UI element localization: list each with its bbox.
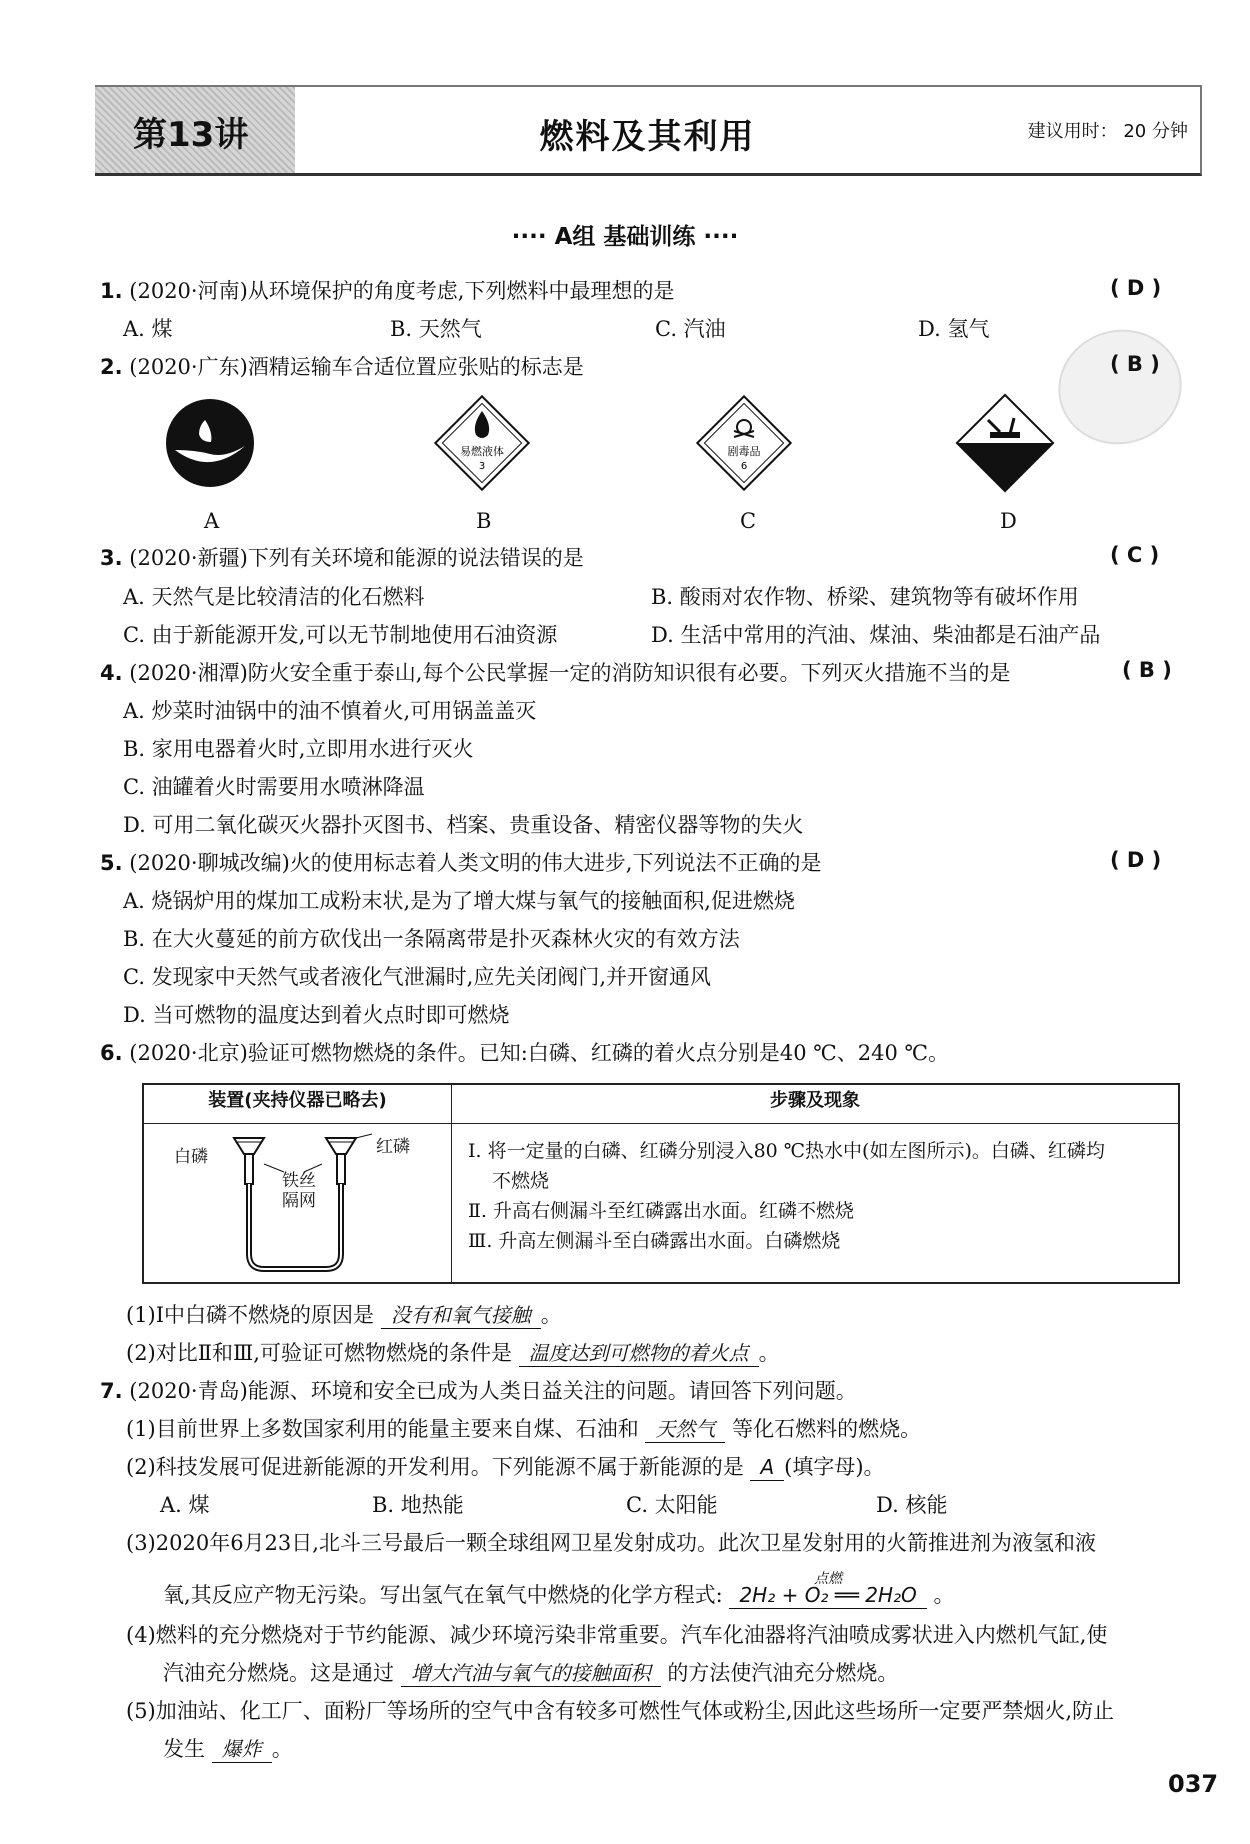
lecture-header bbox=[95, 85, 1202, 176]
q7-sub3-equation bbox=[729, 1571, 926, 1610]
q7-sub2-text: (2)科技发展可促进新能源的开发利用。下列能源不属于新能源的是 bbox=[126, 1455, 744, 1479]
q7-stem bbox=[100, 1376, 857, 1406]
q4-number: 4. bbox=[100, 661, 123, 685]
q4-option-d: D. 可用二氧化碳灭火器扑灭图书、档案、贵重设备、精密仪器等物的失火 bbox=[123, 813, 804, 837]
time-label: 建议用时： bbox=[1027, 121, 1118, 142]
q5-text: (2020·聊城改编)火的使用标志着人类文明的伟大进步,下列说法不正确的是 bbox=[129, 851, 822, 875]
q5-option-d: D. 当可燃物的温度达到着火点时即可燃烧 bbox=[123, 1003, 510, 1027]
q5-stem bbox=[100, 848, 821, 878]
q6-text: (2020·北京)验证可燃物燃烧的条件。已知:白磷、红磷的着火点分别是40 ℃、240 ℃。 bbox=[129, 1041, 949, 1065]
label-iron-wire: 铁丝 bbox=[282, 1171, 316, 1191]
q1-number: 1. bbox=[100, 279, 123, 303]
q7-sub5-text: 发生 bbox=[163, 1737, 205, 1761]
sign-label-c: C bbox=[740, 509, 757, 533]
experiment-table bbox=[142, 1083, 1180, 1284]
step-3: Ⅲ. 升高左侧漏斗至白磷露出水面。白磷燃烧 bbox=[468, 1230, 841, 1252]
q2-number: 2. bbox=[100, 355, 123, 379]
q4-answer: ( B ) bbox=[1122, 658, 1172, 682]
page-number: 037 bbox=[1168, 1770, 1219, 1798]
section-heading: ···· A组 基础训练 ···· bbox=[511, 224, 739, 250]
q1-option-a: A. 煤 bbox=[123, 317, 173, 341]
q6-sub1-end: 。 bbox=[540, 1303, 562, 1327]
q6-sub1-answer: 没有和氧气接触 bbox=[381, 1302, 541, 1329]
sign-label-b: B bbox=[476, 509, 492, 533]
step-1-cont: 不燃烧 bbox=[492, 1170, 550, 1192]
q3-stem bbox=[100, 543, 584, 573]
sign-b-label: 易燃液体 bbox=[460, 445, 504, 458]
q5-option-c: C. 发现家中天然气或者液化气泄漏时,应先关闭阀门,并开窗通风 bbox=[123, 965, 712, 989]
label-white-phosphorus: 白磷 bbox=[174, 1147, 208, 1167]
watermark-stamp-icon bbox=[1045, 316, 1194, 458]
sign-b-class: 3 bbox=[478, 461, 486, 472]
q1-answer: ( D ) bbox=[1110, 276, 1162, 300]
q7-sub4-answer: 增大汽油与氧气的接触面积 bbox=[401, 1660, 661, 1687]
sign-a-icon bbox=[165, 398, 255, 488]
q6-sub2-text: (2)对比Ⅱ和Ⅲ,可验证可燃物燃烧的条件是 bbox=[126, 1341, 512, 1365]
q4-option-a: A. 炒菜时油锅中的油不慎着火,可用锅盖盖灭 bbox=[123, 699, 537, 723]
q2-answer: ( B ) bbox=[1110, 352, 1160, 376]
q1-text: (2020·河南)从环境保护的角度考虑,下列燃料中最理想的是 bbox=[129, 279, 675, 303]
step-1: Ⅰ. 将一定量的白磷、红磷分别浸入80 ℃热水中(如左图所示)。白磷、红磷均 bbox=[468, 1140, 1105, 1162]
q4-text: (2020·湘潭)防火安全重于泰山,每个公民掌握一定的消防知识很有必要。下列灭火措施不当的是 bbox=[129, 661, 1011, 685]
q7-sub4-line1: (4)燃料的充分燃烧对于节约能源、减少环境污染非常重要。汽车化油器将汽油喷成雾状进入内燃机气缸,使 bbox=[126, 1623, 1108, 1647]
q7-text: (2020·青岛)能源、环境和安全已成为人类日益关注的问题。请回答下列问题。 bbox=[129, 1379, 857, 1403]
lecture-number: 第13讲 bbox=[133, 115, 249, 155]
q7-sub2-option-d: D. 核能 bbox=[876, 1493, 948, 1517]
q7-sub4-end: 的方法使汽油充分燃烧。 bbox=[667, 1661, 899, 1685]
q5-option-a: A. 烧锅炉用的煤加工成粉末状,是为了增大煤与氧气的接触面积,促进燃烧 bbox=[123, 889, 795, 913]
q5-answer: ( D ) bbox=[1110, 848, 1162, 872]
q6-stem bbox=[100, 1038, 949, 1068]
table-header-apparatus: 装置(夹持仪器已略去) bbox=[143, 1084, 452, 1124]
q7-sub4-text: 汽油充分燃烧。这是通过 bbox=[163, 1661, 394, 1685]
sign-b-icon bbox=[432, 393, 532, 493]
q7-number: 7. bbox=[100, 1379, 123, 1403]
q6-sub2 bbox=[126, 1338, 780, 1368]
q7-sub2 bbox=[126, 1452, 885, 1482]
q4-stem bbox=[100, 658, 1010, 688]
q7-sub2-option-c: C. 太阳能 bbox=[626, 1493, 718, 1517]
time-unit: 分钟 bbox=[1152, 121, 1188, 142]
q7-sub5-line2 bbox=[163, 1734, 293, 1764]
q7-sub2-end: (填字母)。 bbox=[784, 1455, 885, 1479]
label-red-phosphorus: 红磷 bbox=[376, 1137, 410, 1157]
time-value: 20 bbox=[1123, 121, 1147, 142]
suggested-time bbox=[1028, 117, 1188, 143]
q3-answer: ( C ) bbox=[1110, 543, 1160, 567]
q2-text: (2020·广东)酒精运输车合适位置应张贴的标志是 bbox=[129, 355, 584, 379]
sign-d-icon bbox=[952, 390, 1058, 496]
q1-option-d: D. 氢气 bbox=[918, 317, 990, 341]
q7-sub5-end: 。 bbox=[271, 1737, 293, 1761]
q1-option-b: B. 天然气 bbox=[390, 317, 482, 341]
q7-sub3-line1: (3)2020年6月23日,北斗三号最后一颗全球组网卫星发射成功。此次卫星发射用的火箭推进剂为液氢和液 bbox=[126, 1531, 1096, 1555]
q3-text: (2020·新疆)下列有关环境和能源的说法错误的是 bbox=[129, 546, 584, 570]
q1-stem bbox=[100, 276, 674, 306]
q3-option-d: D. 生活中常用的汽油、煤油、柴油都是石油产品 bbox=[651, 623, 1101, 647]
apparatus-cell bbox=[143, 1124, 452, 1284]
sign-label-a: A bbox=[204, 509, 220, 533]
q7-sub3-answer: 2H₂ + O₂ ══ 2H₂O bbox=[729, 1582, 926, 1609]
q3-number: 3. bbox=[100, 546, 123, 570]
sign-c-class: 6 bbox=[740, 461, 748, 472]
table-header-steps: 步骤及现象 bbox=[452, 1084, 1180, 1124]
q7-sub1-end: 等化石燃料的燃烧。 bbox=[732, 1417, 922, 1441]
q4-option-b: B. 家用电器着火时,立即用水进行灭火 bbox=[123, 737, 474, 761]
step-2: Ⅱ. 升高右侧漏斗至红磷露出水面。红磷不燃烧 bbox=[468, 1200, 854, 1222]
q7-sub3-end: 。 bbox=[933, 1583, 955, 1607]
q7-sub2-option-a: A. 煤 bbox=[160, 1493, 210, 1517]
sign-label-d: D bbox=[1000, 509, 1017, 533]
q2-stem bbox=[100, 352, 584, 382]
q1-option-c: C. 汽油 bbox=[655, 317, 726, 341]
q7-sub2-option-b: B. 地热能 bbox=[372, 1493, 464, 1517]
q7-sub5-answer: 爆炸 bbox=[212, 1736, 272, 1763]
q7-sub3-condition: 点燃 bbox=[814, 1571, 843, 1587]
q7-sub1-answer: 天然气 bbox=[645, 1416, 725, 1443]
sign-c-icon bbox=[694, 393, 794, 493]
q6-sub1-text: (1)Ⅰ中白磷不燃烧的原因是 bbox=[126, 1303, 375, 1327]
q5-number: 5. bbox=[100, 851, 123, 875]
page-title: 燃料及其利用 bbox=[539, 117, 756, 157]
sign-c-label: 剧毒品 bbox=[727, 445, 761, 458]
q7-sub2-answer: A bbox=[750, 1454, 784, 1481]
q6-sub1 bbox=[126, 1300, 562, 1330]
steps-cell bbox=[452, 1124, 1180, 1284]
q7-sub4-line2 bbox=[163, 1658, 898, 1688]
section-title: A组 基础训练 bbox=[554, 224, 696, 250]
q3-option-c: C. 由于新能源开发,可以无节制地使用石油资源 bbox=[123, 623, 558, 647]
q3-option-b: B. 酸雨对农作物、桥梁、建筑物等有破坏作用 bbox=[651, 585, 1079, 609]
q6-number: 6. bbox=[100, 1041, 123, 1065]
q7-sub5-line1: (5)加油站、化工厂、面粉厂等场所的空气中含有较多可燃性气体或粉尘,因此这些场所一定要严禁烟火,防止 bbox=[126, 1699, 1115, 1723]
q7-sub3-text: 氧,其反应产物无污染。写出氢气在氧气中燃烧的化学方程式: bbox=[163, 1583, 723, 1607]
q6-sub2-answer: 温度达到可燃物的着火点 bbox=[519, 1340, 759, 1367]
q7-sub1 bbox=[126, 1414, 921, 1444]
q7-sub3-line2 bbox=[163, 1571, 955, 1610]
q6-sub2-end: 。 bbox=[758, 1341, 780, 1365]
q3-option-a: A. 天然气是比较清洁的化石燃料 bbox=[123, 585, 425, 609]
q4-option-c: C. 油罐着火时需要用水喷淋降温 bbox=[123, 775, 425, 799]
label-mesh: 隔网 bbox=[282, 1191, 316, 1211]
q5-option-b: B. 在大火蔓延的前方砍伐出一条隔离带是扑灭森林火灾的有效方法 bbox=[123, 927, 740, 951]
q7-sub1-text: (1)目前世界上多数国家利用的能量主要来自煤、石油和 bbox=[126, 1417, 639, 1441]
